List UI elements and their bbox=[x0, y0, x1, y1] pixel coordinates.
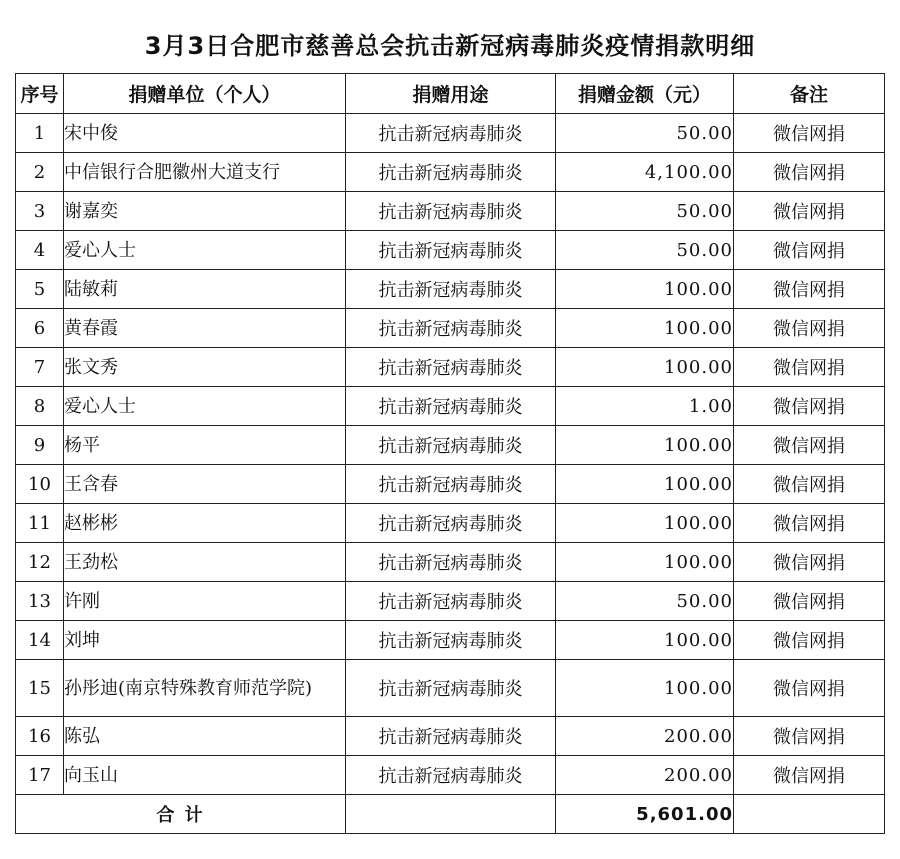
row-number: 3 bbox=[16, 192, 64, 231]
donation-amount: 100.00 bbox=[556, 270, 734, 309]
donation-amount: 50.00 bbox=[556, 192, 734, 231]
donation-note: 微信网捐 bbox=[734, 621, 885, 660]
header-row bbox=[16, 74, 885, 114]
table-row bbox=[16, 192, 885, 231]
row-number: 14 bbox=[16, 621, 64, 660]
donation-note: 微信网捐 bbox=[734, 192, 885, 231]
total-purpose-empty bbox=[346, 795, 556, 834]
donation-note: 微信网捐 bbox=[734, 309, 885, 348]
previous-page-edge bbox=[0, 0, 900, 6]
table-row bbox=[16, 756, 885, 795]
table-row bbox=[16, 114, 885, 153]
donation-amount: 200.00 bbox=[556, 756, 734, 795]
header-amount: 捐赠金额（元） bbox=[556, 74, 734, 114]
donation-purpose: 抗击新冠病毒肺炎 bbox=[346, 153, 556, 192]
donation-purpose: 抗击新冠病毒肺炎 bbox=[346, 387, 556, 426]
donation-purpose: 抗击新冠病毒肺炎 bbox=[346, 756, 556, 795]
donation-note: 微信网捐 bbox=[734, 114, 885, 153]
donor-name: 陈弘 bbox=[64, 717, 346, 756]
donor-name: 赵彬彬 bbox=[64, 504, 346, 543]
donation-note: 微信网捐 bbox=[734, 660, 885, 717]
donation-purpose: 抗击新冠病毒肺炎 bbox=[346, 270, 556, 309]
table-row bbox=[16, 621, 885, 660]
donor-name: 许刚 bbox=[64, 582, 346, 621]
row-number: 1 bbox=[16, 114, 64, 153]
table-row bbox=[16, 543, 885, 582]
donor-name: 王劲松 bbox=[64, 543, 346, 582]
header-note: 备注 bbox=[734, 74, 885, 114]
donation-note: 微信网捐 bbox=[734, 153, 885, 192]
total-row bbox=[16, 795, 885, 834]
header-purpose: 捐赠用途 bbox=[346, 74, 556, 114]
row-number: 9 bbox=[16, 426, 64, 465]
row-number: 5 bbox=[16, 270, 64, 309]
donation-note: 微信网捐 bbox=[734, 465, 885, 504]
row-number: 17 bbox=[16, 756, 64, 795]
donation-amount: 100.00 bbox=[556, 621, 734, 660]
row-number: 13 bbox=[16, 582, 64, 621]
table-row bbox=[16, 153, 885, 192]
donation-purpose: 抗击新冠病毒肺炎 bbox=[346, 192, 556, 231]
donation-purpose: 抗击新冠病毒肺炎 bbox=[346, 504, 556, 543]
donation-amount: 100.00 bbox=[556, 309, 734, 348]
table-row bbox=[16, 660, 885, 717]
donor-name: 中信银行合肥徽州大道支行 bbox=[64, 153, 346, 192]
donation-purpose: 抗击新冠病毒肺炎 bbox=[346, 465, 556, 504]
donor-name: 陆敏莉 bbox=[64, 270, 346, 309]
total-note-empty bbox=[734, 795, 885, 834]
donor-name: 杨平 bbox=[64, 426, 346, 465]
donation-amount: 50.00 bbox=[556, 114, 734, 153]
table-row bbox=[16, 348, 885, 387]
row-number: 15 bbox=[16, 660, 64, 717]
donation-note: 微信网捐 bbox=[734, 387, 885, 426]
donation-amount: 4,100.00 bbox=[556, 153, 734, 192]
row-number: 2 bbox=[16, 153, 64, 192]
donation-amount: 100.00 bbox=[556, 465, 734, 504]
donation-note: 微信网捐 bbox=[734, 504, 885, 543]
row-number: 4 bbox=[16, 231, 64, 270]
donation-note: 微信网捐 bbox=[734, 426, 885, 465]
row-number: 11 bbox=[16, 504, 64, 543]
donation-purpose: 抗击新冠病毒肺炎 bbox=[346, 426, 556, 465]
donation-purpose: 抗击新冠病毒肺炎 bbox=[346, 543, 556, 582]
table-row bbox=[16, 270, 885, 309]
donation-purpose: 抗击新冠病毒肺炎 bbox=[346, 348, 556, 387]
donor-name: 孙彤迪(南京特殊教育师范学院) bbox=[64, 660, 346, 717]
donation-amount: 100.00 bbox=[556, 348, 734, 387]
donation-purpose: 抗击新冠病毒肺炎 bbox=[346, 582, 556, 621]
donation-amount: 100.00 bbox=[556, 660, 734, 717]
donor-name: 谢嘉奕 bbox=[64, 192, 346, 231]
donation-purpose: 抗击新冠病毒肺炎 bbox=[346, 621, 556, 660]
donation-note: 微信网捐 bbox=[734, 756, 885, 795]
donation-amount: 1.00 bbox=[556, 387, 734, 426]
table-row bbox=[16, 426, 885, 465]
total-label: 合 计 bbox=[16, 795, 346, 834]
donation-note: 微信网捐 bbox=[734, 270, 885, 309]
donation-table bbox=[15, 73, 885, 834]
table-row bbox=[16, 717, 885, 756]
donation-amount: 50.00 bbox=[556, 582, 734, 621]
donation-purpose: 抗击新冠病毒肺炎 bbox=[346, 660, 556, 717]
donor-name: 宋中俊 bbox=[64, 114, 346, 153]
donation-note: 微信网捐 bbox=[734, 582, 885, 621]
row-number: 12 bbox=[16, 543, 64, 582]
donation-purpose: 抗击新冠病毒肺炎 bbox=[346, 231, 556, 270]
donation-amount: 100.00 bbox=[556, 543, 734, 582]
donor-name: 张文秀 bbox=[64, 348, 346, 387]
donation-amount: 200.00 bbox=[556, 717, 734, 756]
donation-amount: 100.00 bbox=[556, 504, 734, 543]
row-number: 6 bbox=[16, 309, 64, 348]
row-number: 7 bbox=[16, 348, 64, 387]
table-row bbox=[16, 504, 885, 543]
donation-note: 微信网捐 bbox=[734, 231, 885, 270]
row-number: 16 bbox=[16, 717, 64, 756]
donor-name: 爱心人士 bbox=[64, 387, 346, 426]
donor-name: 刘坤 bbox=[64, 621, 346, 660]
table-row bbox=[16, 582, 885, 621]
table-row bbox=[16, 309, 885, 348]
row-number: 8 bbox=[16, 387, 64, 426]
donor-name: 王含春 bbox=[64, 465, 346, 504]
donation-note: 微信网捐 bbox=[734, 717, 885, 756]
header-donor: 捐赠单位（个人） bbox=[64, 74, 346, 114]
table-row bbox=[16, 231, 885, 270]
donation-amount: 50.00 bbox=[556, 231, 734, 270]
donor-name: 向玉山 bbox=[64, 756, 346, 795]
donor-name: 黄春霞 bbox=[64, 309, 346, 348]
page-title: 3月3日合肥市慈善总会抗击新冠病毒肺炎疫情捐款明细 bbox=[144, 32, 756, 60]
donation-note: 微信网捐 bbox=[734, 348, 885, 387]
header-no: 序号 bbox=[16, 74, 64, 114]
donor-name: 爱心人士 bbox=[64, 231, 346, 270]
donation-purpose: 抗击新冠病毒肺炎 bbox=[346, 717, 556, 756]
table-row bbox=[16, 465, 885, 504]
row-number: 10 bbox=[16, 465, 64, 504]
donation-purpose: 抗击新冠病毒肺炎 bbox=[346, 309, 556, 348]
total-amount: 5,601.00 bbox=[556, 795, 734, 834]
donation-amount: 100.00 bbox=[556, 426, 734, 465]
table-row bbox=[16, 387, 885, 426]
donation-note: 微信网捐 bbox=[734, 543, 885, 582]
donation-purpose: 抗击新冠病毒肺炎 bbox=[346, 114, 556, 153]
